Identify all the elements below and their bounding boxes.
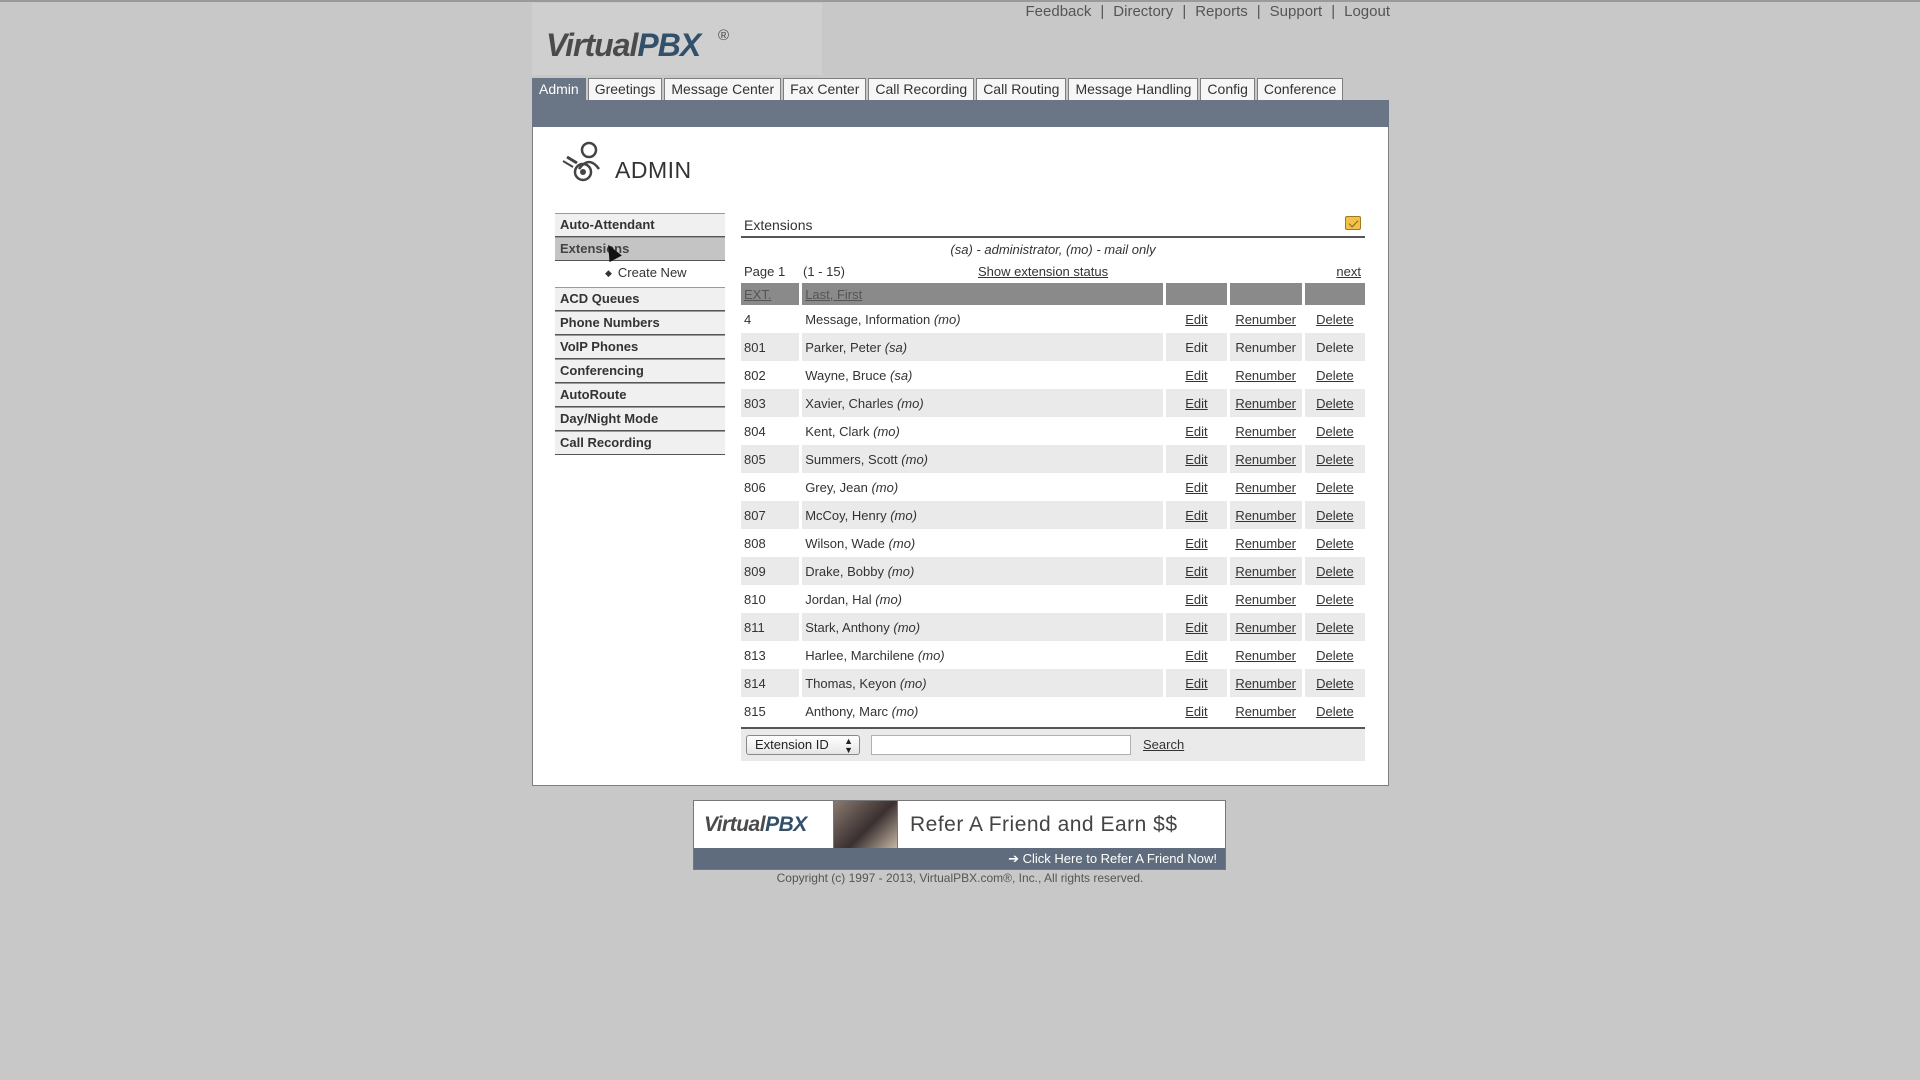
delete-link[interactable]: Delete: [1316, 647, 1354, 663]
renumber-cell: [1230, 697, 1302, 725]
ext-cell: 806: [744, 479, 766, 495]
banner-cta-link[interactable]: ➔ Click Here to Refer A Friend Now!: [694, 848, 1225, 869]
name-cell: [802, 417, 1163, 445]
extension-role-tag: (mo): [871, 479, 899, 495]
edit-link[interactable]: Edit: [1185, 311, 1208, 327]
top-border: [0, 0, 1920, 2]
ext-cell: 811: [741, 613, 799, 641]
delete-link[interactable]: Delete: [1316, 703, 1354, 719]
top-link-directory[interactable]: Directory: [1113, 2, 1174, 20]
top-link-separator: |: [1100, 2, 1105, 20]
edit-cell: [1166, 305, 1226, 333]
renumber-cell: [1230, 389, 1302, 417]
admin-sidebar: [555, 213, 725, 455]
edit-link[interactable]: Edit: [1185, 703, 1208, 719]
delete-cell: [1305, 417, 1365, 445]
renumber-column-header: [1230, 283, 1302, 305]
ext-cell: 801: [741, 333, 799, 361]
top-link-reports[interactable]: Reports: [1195, 2, 1248, 20]
renumber-link[interactable]: Renumber: [1235, 479, 1297, 495]
delete-cell: [1305, 697, 1365, 725]
extension-name: Summers, Scott: [805, 451, 898, 467]
renumber-link[interactable]: Renumber: [1235, 647, 1297, 663]
name-cell: [802, 529, 1163, 557]
delete-link[interactable]: Delete: [1316, 619, 1354, 635]
renumber-cell: [1230, 669, 1302, 697]
delete-cell: [1305, 445, 1365, 473]
banner-logo: VirtualPBX: [694, 801, 834, 849]
renumber-cell: [1230, 305, 1302, 333]
banner-headline: Refer A Friend and Earn $$: [910, 813, 1178, 836]
edit-link[interactable]: Edit: [1185, 675, 1208, 691]
delete-cell: [1305, 473, 1365, 501]
name-cell: [802, 445, 1163, 473]
edit-cell: [1166, 613, 1226, 641]
logo-registered-mark: ®: [718, 27, 730, 44]
tab-message-center[interactable]: Message Center: [664, 78, 781, 100]
extension-name: McCoy, Henry: [805, 507, 887, 523]
delete-cell: [1305, 361, 1365, 389]
main-panel: [532, 127, 1389, 786]
edit-link[interactable]: Edit: [1185, 479, 1208, 495]
extension-role-tag: (mo): [891, 703, 919, 719]
extensions-title: Extensions: [744, 217, 813, 233]
extension-name: Xavier, Charles: [805, 395, 894, 411]
renumber-cell: [1230, 473, 1302, 501]
name-cell: [802, 501, 1163, 529]
sidebar-item-acd-queues[interactable]: ACD Queues: [555, 287, 725, 311]
bullet-icon: ◆: [605, 268, 612, 278]
sidebar-item-auto-attendant[interactable]: Auto-Attendant: [555, 213, 725, 237]
sidebar-item-conferencing[interactable]: Conferencing: [555, 359, 725, 383]
delete-link[interactable]: Delete: [1316, 563, 1354, 579]
delete-cell: [1305, 613, 1365, 641]
sidebar-item-voip-phones[interactable]: VoIP Phones: [555, 335, 725, 359]
name-cell: [802, 585, 1163, 613]
table-row: [741, 445, 1365, 473]
admin-users-icon: [561, 139, 607, 187]
extension-name: Stark, Anthony: [805, 619, 890, 635]
extension-name: Grey, Jean: [805, 479, 868, 495]
renumber-cell: [1230, 501, 1302, 529]
extension-role-tag: (mo): [899, 675, 927, 691]
edit-cell: [1166, 641, 1226, 669]
table-row: [741, 557, 1365, 585]
renumber-cell: [1230, 529, 1302, 557]
table-header-row: [741, 283, 1365, 305]
sidebar-item-call-recording[interactable]: Call Recording: [555, 431, 725, 455]
table-row: [741, 305, 1365, 333]
extension-name: Parker, Peter: [805, 339, 882, 355]
edit-cell: [1166, 501, 1226, 529]
edit-link[interactable]: Edit: [1185, 367, 1208, 383]
extension-name: Message, Information: [805, 311, 931, 327]
sidebar-item-autoroute[interactable]: AutoRoute: [555, 383, 725, 407]
renumber-link[interactable]: Renumber: [1235, 703, 1297, 719]
tab-call-routing[interactable]: Call Routing: [976, 78, 1066, 100]
name-cell: [802, 473, 1163, 501]
top-link-support[interactable]: Support: [1269, 2, 1323, 20]
select-arrows-icon: ▲ ▼: [844, 736, 853, 755]
show-extension-status-link[interactable]: Show extension status: [978, 264, 1109, 279]
tab-call-recording[interactable]: Call Recording: [868, 78, 974, 100]
name-column-header[interactable]: Last, First: [802, 283, 1163, 305]
extension-role-tag: (sa): [884, 339, 908, 355]
table-row: [741, 417, 1365, 445]
renumber-cell: [1230, 613, 1302, 641]
renumber-cell: [1230, 333, 1302, 361]
ext-cell: 813: [744, 647, 766, 663]
extensions-section: [741, 213, 1365, 761]
edit-cell: [1166, 585, 1226, 613]
delete-link[interactable]: Delete: [1316, 451, 1354, 467]
search-row: [741, 727, 1365, 761]
edit-cell: [1166, 669, 1226, 697]
edit-cell: [1166, 445, 1226, 473]
edit-link[interactable]: Edit: [1185, 451, 1208, 467]
ext-cell: 815: [744, 703, 766, 719]
renumber-cell: [1230, 585, 1302, 613]
delete-link[interactable]: Delete: [1316, 339, 1354, 355]
renumber-link[interactable]: Renumber: [1235, 423, 1297, 439]
tab-message-handling[interactable]: Message Handling: [1068, 78, 1198, 100]
top-links: [1026, 1, 1390, 21]
sidebar-item-phone-numbers[interactable]: Phone Numbers: [555, 311, 725, 335]
edit-link[interactable]: Edit: [1185, 395, 1208, 411]
delete-cell: [1305, 333, 1365, 361]
tab-bar-strip: [532, 100, 1389, 127]
edit-cell: [1166, 697, 1226, 725]
delete-cell: [1305, 585, 1365, 613]
renumber-link[interactable]: Renumber: [1235, 339, 1297, 355]
role-legend: (sa) - administrator, (mo) - mail only: [950, 242, 1156, 257]
extension-role-tag: (mo): [917, 647, 945, 663]
search-button[interactable]: Search: [1143, 737, 1185, 752]
delete-link[interactable]: Delete: [1316, 591, 1354, 607]
top-link-separator: |: [1256, 2, 1261, 20]
name-cell: [802, 361, 1163, 389]
ext-cell: 802: [744, 367, 766, 383]
pagination-row: [741, 261, 1365, 283]
edit-cell: [1166, 557, 1226, 585]
ext-cell: 808: [744, 535, 766, 551]
table-row: [741, 613, 1365, 641]
logo-text: VirtualPBX: [546, 27, 701, 63]
edit-cell: [1166, 389, 1226, 417]
edit-link[interactable]: Edit: [1185, 507, 1208, 523]
banner-photo: [834, 801, 898, 849]
name-cell: [802, 305, 1163, 333]
sidebar-subitem-create-new[interactable]: [555, 261, 725, 287]
extension-name: Kent, Clark: [805, 423, 870, 439]
page-title: ADMIN: [615, 157, 692, 183]
edit-cell: [1166, 361, 1226, 389]
table-row: [741, 529, 1365, 557]
refer-friend-banner[interactable]: [693, 800, 1226, 870]
delete-link[interactable]: Delete: [1316, 311, 1354, 327]
table-row: [741, 389, 1365, 417]
extension-role-tag: (mo): [933, 311, 961, 327]
extension-role-tag: (mo): [890, 507, 917, 523]
delete-cell: [1305, 641, 1365, 669]
delete-link[interactable]: Delete: [1316, 423, 1354, 439]
edit-cell: [1166, 333, 1226, 361]
extensions-header: [741, 213, 1365, 238]
edit-link[interactable]: Edit: [1185, 563, 1208, 579]
extension-role-tag: (mo): [887, 563, 915, 579]
extension-role-tag: (mo): [901, 451, 928, 467]
delete-link[interactable]: Delete: [1316, 367, 1354, 383]
edit-link[interactable]: Edit: [1185, 619, 1208, 635]
delete-cell: [1305, 501, 1365, 529]
table-row: [741, 669, 1365, 697]
table-row: [741, 641, 1365, 669]
ext-column-header[interactable]: EXT.: [741, 283, 799, 305]
edit-link[interactable]: Edit: [1185, 591, 1208, 607]
main-tabs: [532, 78, 1345, 100]
top-link-separator: |: [1182, 2, 1187, 20]
delete-column-header: [1305, 283, 1365, 305]
renumber-cell: [1230, 417, 1302, 445]
table-row: [741, 501, 1365, 529]
renumber-link[interactable]: Renumber: [1235, 535, 1297, 551]
table-row: [741, 361, 1365, 389]
search-field-select[interactable]: Extension ID ▲ ▼: [746, 735, 860, 755]
renumber-link[interactable]: Renumber: [1235, 451, 1297, 467]
extension-name: Harlee, Marchilene: [805, 647, 915, 663]
extension-name: Wayne, Bruce: [805, 367, 887, 383]
tab-fax-center[interactable]: Fax Center: [783, 78, 866, 100]
ext-cell: 809: [741, 557, 799, 585]
renumber-link[interactable]: Renumber: [1235, 591, 1297, 607]
delete-link[interactable]: Delete: [1316, 395, 1354, 411]
name-cell: [802, 613, 1163, 641]
renumber-cell: [1230, 445, 1302, 473]
extension-role-tag: (mo): [873, 423, 900, 439]
table-row: [741, 697, 1365, 725]
renumber-link[interactable]: Renumber: [1235, 563, 1297, 579]
edit-link[interactable]: Edit: [1185, 535, 1208, 551]
edit-link[interactable]: Edit: [1185, 423, 1208, 439]
extension-role-tag: (mo): [896, 395, 924, 411]
ext-cell: 805: [741, 445, 799, 473]
sidebar-item-day-night-mode[interactable]: Day/Night Mode: [555, 407, 725, 431]
renumber-link[interactable]: Renumber: [1235, 507, 1297, 523]
extension-role-tag: (mo): [888, 535, 916, 551]
extensions-table-body: [741, 305, 1365, 725]
ext-cell: 804: [744, 423, 766, 439]
extension-name: Anthony, Marc: [805, 703, 889, 719]
name-cell: [802, 389, 1163, 417]
renumber-cell: [1230, 641, 1302, 669]
extension-name: Drake, Bobby: [805, 563, 884, 579]
ext-cell: 810: [744, 591, 766, 607]
delete-link[interactable]: Delete: [1316, 535, 1354, 551]
sidebar-item-extensions[interactable]: Extensions: [555, 237, 725, 261]
delete-cell: [1305, 305, 1365, 333]
search-input[interactable]: [871, 735, 1131, 755]
extension-role-tag: (mo): [875, 591, 903, 607]
renumber-cell: [1230, 361, 1302, 389]
page-label: Page 1: [744, 264, 786, 279]
extension-name: Wilson, Wade: [805, 535, 885, 551]
tab-config[interactable]: Config: [1200, 78, 1254, 100]
tab-admin[interactable]: Admin: [532, 78, 586, 100]
name-cell: [802, 697, 1163, 725]
logo[interactable]: [532, 3, 822, 75]
copyright-text: Copyright (c) 1997 - 2013, VirtualPBX.com®, Inc., All rights reserved.: [776, 871, 1144, 885]
name-cell: [802, 333, 1163, 361]
delete-cell: [1305, 389, 1365, 417]
next-page-link[interactable]: next: [1336, 264, 1361, 279]
extension-name: Thomas, Keyon: [805, 675, 897, 691]
renumber-link[interactable]: Renumber: [1235, 395, 1297, 411]
table-row: [741, 585, 1365, 613]
renumber-link[interactable]: Renumber: [1235, 675, 1297, 691]
ext-cell: 807: [741, 501, 799, 529]
table-row: [741, 333, 1365, 361]
extension-role-tag: (mo): [893, 619, 921, 635]
delete-link[interactable]: Delete: [1316, 479, 1354, 495]
extension-name: Jordan, Hal: [805, 591, 872, 607]
edit-cell: [1166, 417, 1226, 445]
delete-link[interactable]: Delete: [1316, 675, 1354, 691]
ext-cell: 4: [744, 311, 752, 327]
ext-cell: 803: [741, 389, 799, 417]
mail-icon[interactable]: [1345, 216, 1361, 230]
edit-link[interactable]: Edit: [1185, 339, 1208, 355]
delete-cell: [1305, 669, 1365, 697]
delete-link[interactable]: Delete: [1316, 507, 1354, 523]
delete-cell: [1305, 529, 1365, 557]
edit-column-header: [1166, 283, 1226, 305]
edit-cell: [1166, 473, 1226, 501]
renumber-link[interactable]: Renumber: [1235, 311, 1297, 327]
sidebar-subitem-label: Create New: [617, 265, 687, 280]
renumber-link[interactable]: Renumber: [1235, 367, 1297, 383]
table-row: [741, 473, 1365, 501]
top-link-feedback[interactable]: Feedback: [1025, 2, 1092, 20]
name-cell: [802, 557, 1163, 585]
page-range: (1 - 15): [803, 264, 845, 279]
extension-role-tag: (sa): [889, 367, 913, 383]
ext-cell: 814: [741, 669, 799, 697]
name-cell: [802, 669, 1163, 697]
tab-greetings[interactable]: Greetings: [588, 78, 663, 100]
tab-conference[interactable]: Conference: [1257, 78, 1343, 100]
renumber-cell: [1230, 557, 1302, 585]
edit-link[interactable]: Edit: [1185, 647, 1208, 663]
top-link-separator: |: [1331, 2, 1336, 20]
name-cell: [802, 641, 1163, 669]
edit-cell: [1166, 529, 1226, 557]
renumber-link[interactable]: Renumber: [1235, 619, 1297, 635]
extensions-table: [738, 283, 1368, 725]
delete-cell: [1305, 557, 1365, 585]
top-link-logout[interactable]: Logout: [1344, 2, 1390, 20]
